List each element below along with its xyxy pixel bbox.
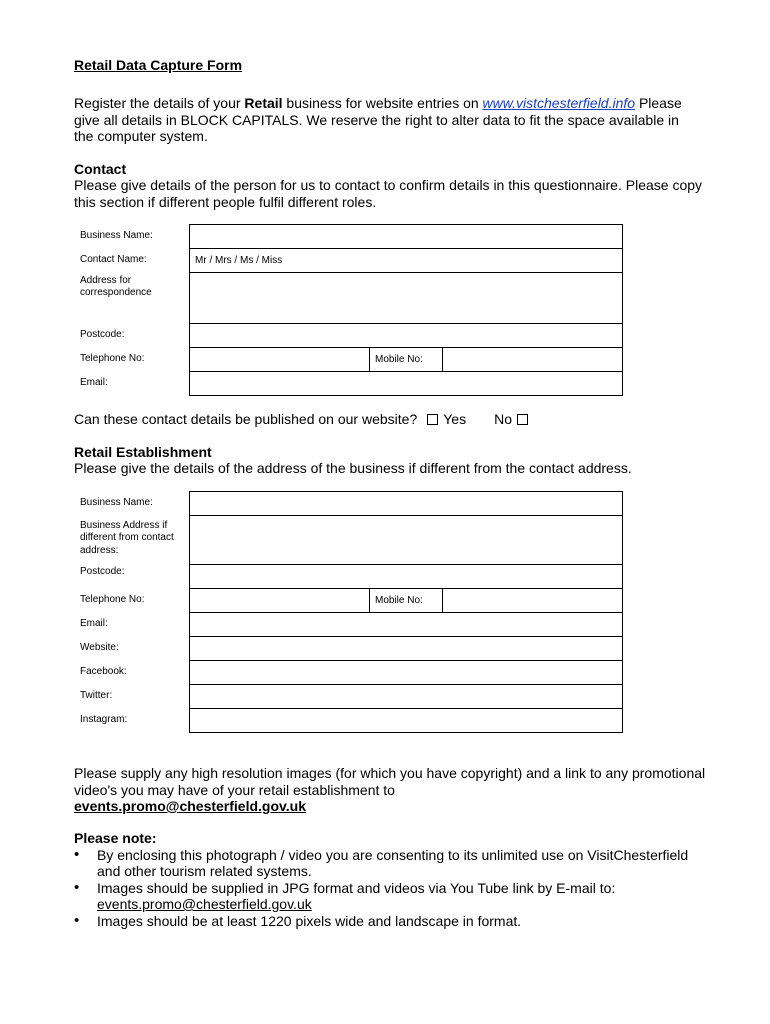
contact-address-field[interactable] (190, 273, 623, 324)
images-text: Please supply any high resolution images (for which you have copyright) and a link to any promotional video's you may have of your retail establishment to (74, 765, 706, 798)
retail-twitter-label: Twitter: (80, 690, 113, 702)
retail-email-field[interactable] (190, 613, 623, 637)
intro-bold-retail: Retail (244, 95, 283, 111)
contact-email-label: Email: (80, 377, 108, 389)
retail-mobile-label: Mobile No: (370, 589, 443, 613)
contact-address-label: Address for correspondence (80, 274, 152, 298)
contact-business-name-label: Business Name: (80, 230, 153, 242)
retail-form-table (74, 491, 623, 733)
no-label: No (494, 411, 512, 427)
retail-business-name-label: Business Name: (80, 497, 153, 509)
retail-facebook-label: Facebook: (80, 666, 127, 678)
intro-part3: Please give all details in BLOCK CAPITALS. We reserve the right to alter data to fit the space available in the computer system. (74, 95, 682, 144)
retail-heading: Retail Establishment (74, 444, 212, 460)
note-item-format (74, 880, 694, 913)
contact-mobile-field[interactable] (443, 348, 623, 372)
note-item-format-text: Images should be supplied in JPG format and videos via You Tube link by E-mail to: (97, 879, 616, 896)
contact-telephone-label: Telephone No: (80, 353, 145, 365)
please-note-heading: Please note: (74, 830, 157, 846)
intro-part1: Register the details of your (74, 95, 245, 111)
contact-mobile-label: Mobile No: (370, 348, 443, 372)
intro-paragraph (74, 95, 684, 145)
images-email-link[interactable]: events.promo@chesterfield.gov.uk (74, 798, 307, 814)
publish-question-line (74, 411, 533, 428)
yes-checkbox[interactable] (427, 414, 438, 425)
yes-label: Yes (443, 411, 467, 427)
publish-question: Can these contact details be published on our website? (74, 411, 418, 427)
retail-business-address-field[interactable] (190, 516, 623, 565)
retail-postcode-label: Postcode: (80, 565, 125, 577)
intro-part2: business for website entries on (282, 95, 483, 111)
website-link[interactable]: www.vistchesterfield.info (482, 95, 636, 111)
contact-postcode-label: Postcode: (80, 329, 125, 341)
contact-postcode-field[interactable] (190, 324, 623, 348)
retail-facebook-field[interactable] (190, 661, 623, 685)
note-item-consent: • By enclosing this photograph / video you are consenting to its unlimited use on VisitChesterfield and other tourism related systems. (74, 847, 694, 880)
retail-instagram-field[interactable] (190, 709, 623, 733)
retail-business-name-field[interactable] (190, 492, 623, 516)
form-title: Retail Data Capture Form (74, 57, 243, 73)
no-checkbox[interactable] (517, 414, 528, 425)
retail-email-label: Email: (80, 618, 108, 630)
please-note-section (74, 830, 694, 929)
retail-instructions: Please give the details of the address of the business if different from the contact address. (74, 460, 632, 476)
retail-twitter-field[interactable] (190, 685, 623, 709)
contact-name-field[interactable]: Mr / Mrs / Ms / Miss (190, 249, 623, 273)
retail-instagram-label: Instagram: (80, 714, 128, 726)
contact-telephone-field[interactable] (190, 348, 370, 372)
contact-instructions: Please give details of the person for us to contact to confirm details in this questionnaire. Please copy this section if different people fulfil different roles. (74, 177, 703, 210)
retail-business-address-label: Business Address if different from contact address: (80, 519, 174, 556)
contact-email-field[interactable] (190, 372, 623, 396)
contact-form-table (74, 224, 623, 396)
contact-business-name-field[interactable] (190, 225, 623, 249)
note-email-link[interactable]: events.promo@chesterfield.gov.uk (97, 896, 312, 912)
contact-heading: Contact (74, 161, 127, 177)
retail-telephone-label: Telephone No: (80, 594, 145, 606)
contact-name-label: Contact Name: (80, 254, 147, 266)
retail-mobile-field[interactable] (443, 589, 623, 613)
retail-telephone-field[interactable] (190, 589, 370, 613)
retail-website-label: Website: (80, 642, 119, 654)
retail-website-field[interactable] (190, 637, 623, 661)
images-paragraph (74, 765, 714, 815)
note-list (74, 847, 694, 930)
retail-postcode-field[interactable] (190, 565, 623, 589)
note-item-size: • Images should be at least 1220 pixels wide and landscape in format. (74, 913, 694, 930)
